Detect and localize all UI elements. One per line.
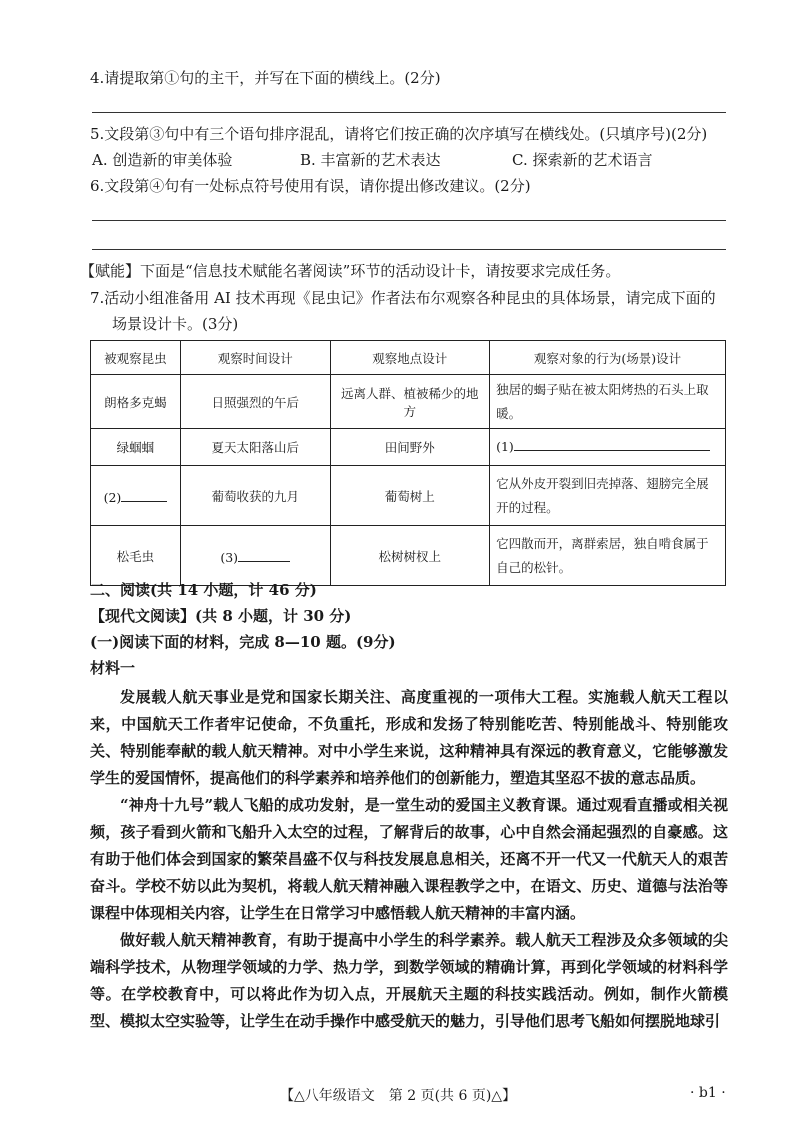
blank-label: (2) — [103, 489, 122, 505]
table-cell: 独居的蝎子贴在被太阳烤热的石头上取暖。 — [490, 375, 726, 429]
question-7-line2: 场景设计卡。(3分) — [112, 315, 239, 333]
part-one-title: (一)阅读下面的材料，完成 8—10 题。(9分) — [90, 633, 396, 651]
passage-paragraph: “神舟十九号”载人飞船的成功发射，是一堂生动的爱国主义教育课。通过观看直播或相关视频，孩子看到火箭和飞船升入太空的过程，了解背后的故事，心中自然会涌起强烈的自豪感。这有助于他们体会到国家的繁荣昌盛不仅与科技发展息息相关，还离不开一代又一代航天人的艰苦奋斗。学校不妨以此为契机，将载人航天精神融入课程教学之中，在语文、历史、道德与法治等课程中体现相关内容，让学生在日常学习中感悟载人航天精神的丰富内涵。 — [90, 796, 728, 922]
option-c: C. 探索新的艺术语言 — [512, 151, 653, 169]
answer-line — [92, 249, 726, 250]
table-cell: 葡萄树上 — [330, 466, 490, 526]
table-cell: 绿蝈蝈 — [91, 429, 181, 466]
question-6: 6.文段第④句有一处标点符号使用有误，请你提出修改建议。(2分) — [90, 177, 531, 195]
blank-line — [238, 547, 290, 562]
table-header: 观察时间设计 — [180, 341, 330, 375]
table-header-row — [91, 341, 726, 375]
table-cell: 朗格多克蝎 — [91, 375, 181, 429]
answer-line — [92, 220, 726, 221]
scene-design-table — [90, 340, 726, 586]
table-cell: 它四散而开，离群索居，独自啃食属于自己的松针。 — [490, 526, 726, 586]
table-cell: 日照强烈的午后 — [180, 375, 330, 429]
question-4: 4.请提取第①句的主干，并写在下面的横线上。(2分) — [90, 69, 441, 87]
table-row — [91, 375, 726, 429]
answer-line — [92, 112, 726, 113]
table-cell: 葡萄收获的九月 — [180, 466, 330, 526]
section-title: 二、阅读(共 14 小题，计 46 分) — [90, 581, 317, 599]
page-footer: 【△八年级语文 第 2 页(共 6 页)△】 — [280, 1088, 517, 1104]
blank-line — [121, 487, 167, 502]
passage-paragraph: 做好载人航天精神教育，有助于提高中小学生的科学素养。载人航天工程涉及众多领域的尖端科学技术，从物理学领域的力学、热力学，到数学领域的精确计算，再到化学领域的材料科学等。在学校教育中，可以将此作为切入点，开展航天主题的科技实践活动。例如，制作火箭模型、模拟太空实验等，让学生在动手操作中感受航天的魅力，引导他们思考飞船如何摆脱地球引 — [90, 931, 728, 1030]
option-b: B. 丰富新的艺术表达 — [300, 151, 441, 169]
question-7-line1: 7.活动小组准备用 AI 技术再现《昆虫记》作者法布尔观察各种昆虫的具体场景，请完成下面的 — [90, 289, 716, 307]
table-cell: 松树树杈上 — [330, 526, 490, 586]
table-row — [91, 429, 726, 466]
table-row — [91, 526, 726, 586]
blank-cell-3[interactable] — [180, 526, 330, 586]
passage-paragraph: 发展载人航天事业是党和国家长期关注、高度重视的一项伟大工程。实施载人航天工程以来，中国航天工作者牢记使命，不负重托，形成和发扬了特别能吃苦、特别能战斗、特别能攻关、特别能奉献的载人航天精神。对中小学生来说，这种精神具有深远的教育意义，它能够激发学生的爱国情怀，提高他们的科学素养和培养他们的创新能力，塑造其坚忍不拔的意志品质。 — [90, 688, 728, 787]
table-cell: 远离人群、植被稀少的地方 — [330, 375, 490, 429]
table-cell: 松毛虫 — [91, 526, 181, 586]
table-cell: 田间野外 — [330, 429, 490, 466]
blank-cell-2[interactable] — [91, 466, 181, 526]
question-5: 5.文段第③句中有三个语句排序混乱，请将它们按正确的次序填写在横线处。(只填序号)(2分) — [90, 125, 708, 143]
option-a: A. 创造新的审美体验 — [92, 151, 233, 169]
table-cell: 它从外皮开裂到旧壳掉落、翅膀完全展开的过程。 — [490, 466, 726, 526]
material-label: 材料一 — [90, 659, 136, 677]
table-header: 被观察昆虫 — [91, 341, 181, 375]
modern-reading-title: 【现代文阅读】(共 8 小题，计 30 分) — [90, 607, 352, 625]
table-cell: 夏天太阳落山后 — [180, 429, 330, 466]
table-header: 观察对象的行为(场景)设计 — [490, 341, 726, 375]
reading-passage — [90, 684, 728, 1035]
blank-label: (1) — [496, 439, 514, 454]
page-code: · b1 · — [690, 1085, 726, 1101]
blank-label: (3) — [220, 549, 239, 565]
blank-line — [514, 436, 710, 451]
table-row — [91, 466, 726, 526]
fu-neng-intro: 【赋能】下面是“信息技术赋能名著阅读”环节的活动设计卡，请按要求完成任务。 — [80, 262, 621, 280]
blank-cell-1[interactable] — [490, 429, 726, 466]
table-header: 观察地点设计 — [330, 341, 490, 375]
